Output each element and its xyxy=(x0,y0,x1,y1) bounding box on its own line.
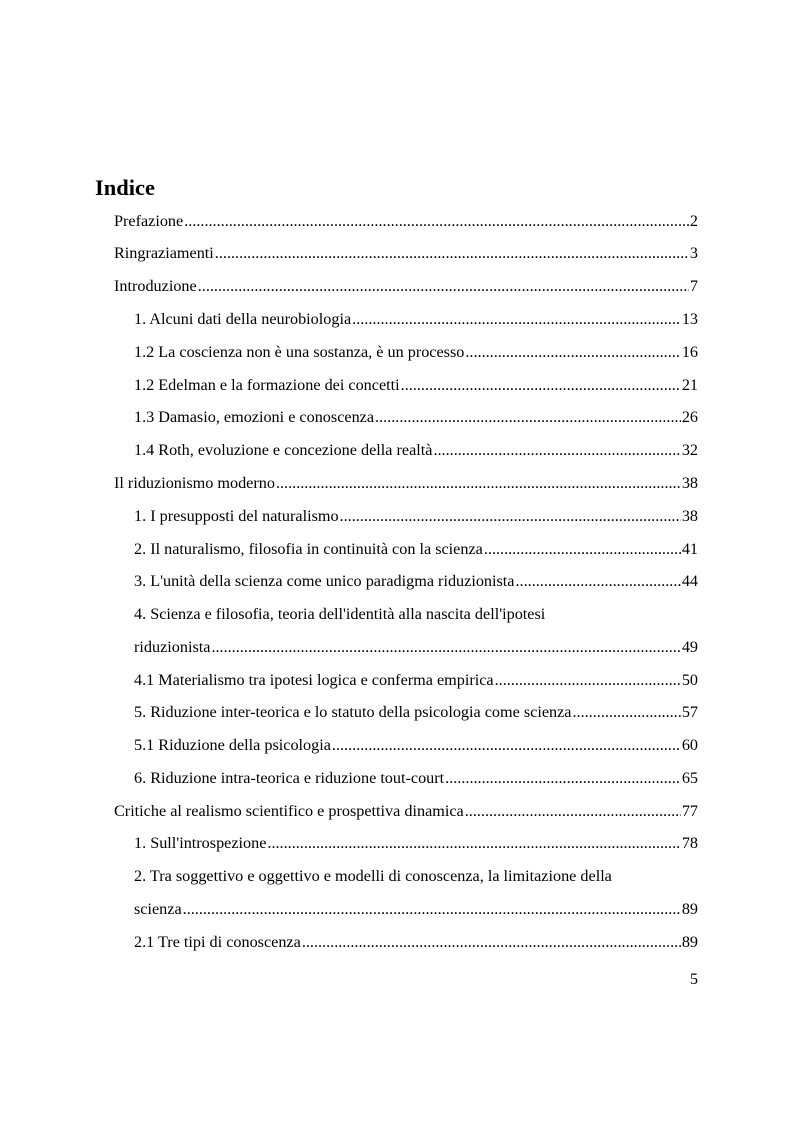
toc-entry-title: Introduzione xyxy=(114,277,197,295)
toc-entry[interactable] xyxy=(0,860,793,892)
dot-leader xyxy=(267,827,680,859)
toc-entry-page: 38 xyxy=(681,507,698,525)
toc-entry-page: 38 xyxy=(681,474,698,492)
toc-entry-page: 78 xyxy=(681,834,698,852)
toc-entry[interactable] xyxy=(0,598,793,630)
toc-entry[interactable] xyxy=(0,696,793,728)
toc-entry[interactable] xyxy=(0,500,793,532)
dot-leader xyxy=(211,631,680,663)
toc-entry-title: 2. Tra soggettivo e oggettivo e modelli di conoscenza, la limitazione della xyxy=(134,867,612,885)
dot-leader xyxy=(332,729,681,761)
toc-entry-title: 2. Il naturalismo, filosofia in continuità con la scienza xyxy=(134,540,483,558)
toc-entry-page: 16 xyxy=(681,343,698,361)
toc-entry-page: 60 xyxy=(681,736,698,754)
toc-entry-title: 3. L'unità della scienza come unico paradigma riduzionista xyxy=(134,572,515,590)
dot-leader xyxy=(465,795,681,827)
toc-entry-title: 1.3 Damasio, emozioni e conoscenza xyxy=(134,408,375,426)
page-number: 5 xyxy=(690,971,698,988)
toc-entry[interactable] xyxy=(0,237,793,269)
toc-entry[interactable] xyxy=(0,533,793,565)
toc-entry-title: 2.1 Tre tipi di conoscenza xyxy=(134,933,301,951)
toc-entry[interactable] xyxy=(0,401,793,433)
toc-entry-page: 77 xyxy=(681,802,698,820)
toc-entry-page: 50 xyxy=(681,671,698,689)
toc-entry[interactable] xyxy=(0,369,793,401)
toc-entry-continuation[interactable] xyxy=(0,893,793,925)
toc-entry-page: 32 xyxy=(681,441,698,459)
toc-entry-title: 5.1 Riduzione della psicologia xyxy=(134,736,331,754)
dot-leader xyxy=(340,500,681,532)
toc-entry-page: 26 xyxy=(681,408,698,426)
toc-entry[interactable] xyxy=(0,303,793,335)
dot-leader xyxy=(352,303,681,335)
toc-entry[interactable] xyxy=(0,434,793,466)
dot-leader xyxy=(276,467,681,499)
toc-entry-title: 1.2 La coscienza non è una sostanza, è un processo xyxy=(134,343,465,361)
toc-entry-page: 49 xyxy=(681,638,698,656)
toc-entry-page: 41 xyxy=(681,540,698,558)
toc-entry-title: 1.4 Roth, evoluzione e concezione della realtà xyxy=(134,441,433,459)
toc-entry-title: 4.1 Materialismo tra ipotesi logica e conferma empirica xyxy=(134,671,494,689)
dot-leader xyxy=(572,696,680,728)
toc-entry-title: 4. Scienza e filosofia, teoria dell'identità alla nascita dell'ipotesi xyxy=(134,605,546,623)
toc-entry[interactable] xyxy=(0,664,793,696)
toc-entry-title: Ringraziamenti xyxy=(114,244,214,262)
toc-entry-page: 13 xyxy=(681,310,698,328)
dot-leader xyxy=(433,434,680,466)
dot-leader xyxy=(183,893,681,925)
dot-leader xyxy=(484,533,681,565)
dot-leader xyxy=(401,369,681,401)
toc-entry[interactable] xyxy=(0,795,793,827)
toc-entry[interactable] xyxy=(0,827,793,859)
toc-entry-title-continued: scienza xyxy=(134,900,182,918)
toc-entry-title: Critiche al realismo scientifico e prospettiva dinamica xyxy=(114,802,464,820)
page-title: Indice xyxy=(95,175,156,200)
toc-entry-title-continued: riduzionista xyxy=(134,638,211,656)
toc-entry[interactable] xyxy=(0,270,793,302)
toc-entry-page: 57 xyxy=(681,703,698,721)
toc-entry[interactable] xyxy=(0,762,793,794)
toc-entry-title: 1. Alcuni dati della neurobiologia xyxy=(134,310,352,328)
dot-leader xyxy=(495,664,681,696)
dot-leader xyxy=(215,237,689,269)
toc-entry-title: Prefazione xyxy=(114,212,184,230)
toc-entry-title: 1.2 Edelman e la formazione dei concetti xyxy=(134,376,400,394)
dot-leader xyxy=(198,270,689,302)
toc-entry-page: 89 xyxy=(681,933,698,951)
toc-entry-title: 6. Riduzione intra-teorica e riduzione tout-court xyxy=(134,769,445,787)
toc-entry-page: 89 xyxy=(681,900,698,918)
toc-entry-page: 21 xyxy=(681,376,698,394)
toc-entry-page: 3 xyxy=(689,244,698,262)
dot-leader xyxy=(184,205,689,237)
toc-entry[interactable] xyxy=(0,729,793,761)
toc-entry-page: 65 xyxy=(681,769,698,787)
toc-entry-page: 7 xyxy=(689,277,698,295)
dot-leader xyxy=(516,565,681,597)
toc-entry-continuation[interactable] xyxy=(0,631,793,663)
toc-entry[interactable] xyxy=(0,205,793,237)
toc-entry[interactable] xyxy=(0,926,793,958)
toc-entry[interactable] xyxy=(0,565,793,597)
dot-leader xyxy=(445,762,681,794)
toc-entry-title: 5. Riduzione inter-teorica e lo statuto della psicologia come scienza xyxy=(134,703,572,721)
toc-entry-title: 1. Sull'introspezione xyxy=(134,834,267,852)
toc-entry[interactable] xyxy=(0,336,793,368)
dot-leader xyxy=(302,926,681,958)
toc-entry[interactable] xyxy=(0,467,793,499)
toc-entry-title: Il riduzionismo moderno xyxy=(114,474,275,492)
dot-leader xyxy=(375,401,681,433)
toc-entry-page: 44 xyxy=(681,572,698,590)
toc-entry-title: 1. I presupposti del naturalismo xyxy=(134,507,339,525)
dot-leader xyxy=(465,336,680,368)
toc-entry-page: 2 xyxy=(689,212,698,230)
